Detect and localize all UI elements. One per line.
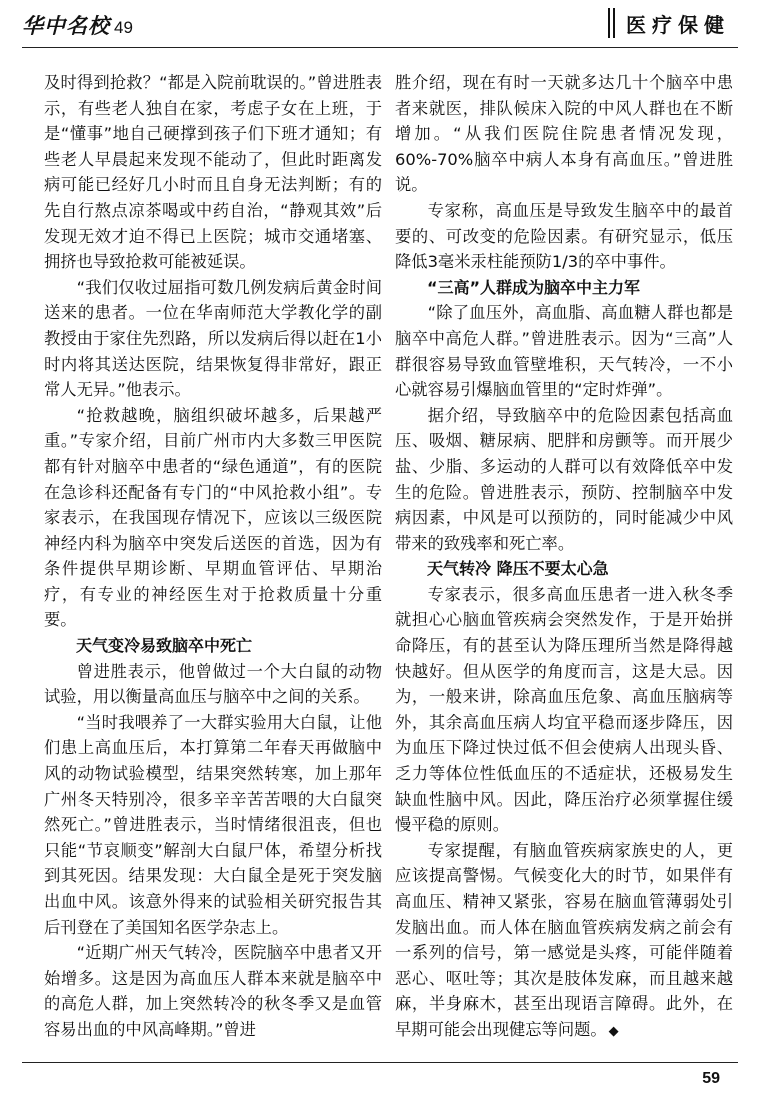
paragraph: “当时我喂养了一大群实验用大白鼠，让他们患上高血压后，本打算第二年春天再做脑中风的动物试验模型，结果突然转寒，加上那年广州冬天特别冷，很多辛辛苦苦喂的大白鼠突然死亡。”曾进胜表示，当时情绪很沮丧，但也只能“节哀顺变”解剖大白鼠尸体，希望分析找到其死因。结果发现：大白鼠全是死于突发脑出血中风。该意外得来的试验相关研究报告其后刊登在了美国知名医学杂志上。: [44, 712, 382, 937]
magazine-logo: 华中名校: [22, 13, 110, 38]
paragraph: “抢救越晚，脑组织破坏越多，后果越严重。”专家介绍，目前广州市内大多数三甲医院都有针对脑卒中患者的“绿色通道”，有的医院在急诊科还配备有专门的“中风抢救小组”。专家表示，在我国现存情况下，应该以三级医院神经内科为脑卒中突发后送医的首选，因为有条件提供早期诊断、早期血管评估、早期治疗，有专业的神经医生对于抢救质量十分重要。: [44, 405, 382, 630]
header-right: [608, 8, 730, 38]
header-left: [22, 10, 133, 40]
paragraph: “近期广州天气转冷，医院脑卒中患者又开始增多。这是因为高血压人群本来就是脑卒中的高危人群，加上突然转冷的秋冬季又是血管容易出血的中风高峰期。”曾进: [44, 943, 382, 1039]
page-header: [0, 0, 760, 46]
section-heading: 天气转冷 降压不要太心急: [427, 559, 609, 579]
paragraph: “我们仅收过屈指可数几例发病后黄金时间送来的患者。一位在华南师范大学教化学的副教授由于家住先烈路，所以发病后得以赶在1小时内将其送达医院，结果恢复得非常好，跟正常人无异。”他表示。: [44, 277, 382, 400]
paragraph: 专家提醒，有脑血管疾病家族史的人，更应该提高警惕。气候变化大的时节，如果伴有高血压、精神又紧张，容易在脑血管薄弱处引发脑出血。而人体在脑血管疾病发病之前会有一系列的信号，第一感觉是头疼，可能伴随着恶心、呕吐等；其次是肢体发麻，而且越来越麻，半身麻木，甚至出现语言障碍。此外，在早期可能会出现健忘等问题。 ◆: [395, 840, 733, 1039]
paragraph: 曾进胜表示，他曾做过一个大白鼠的动物试验，用以衡量高血压与脑卒中之间的关系。: [44, 661, 382, 707]
paragraph: 及时得到抢救？“都是入院前耽误的。”曾进胜表示，有些老人独自在家，考虑子女在上班，于是“懂事”地自己硬撑到孩子们下班才通知；有些老人早晨起来发现不能动了，但此时距离发病可能已经好几小时而且自身无法判断；有的先自行熬点凉茶喝或中药自治，“静观其效”后发现无效才迫不得已上医院；城市交通堵塞、拥挤也导致抢救可能被延误。: [44, 73, 382, 272]
footer-divider: [22, 1062, 738, 1063]
section-title: 医疗保健: [626, 12, 730, 37]
right-column: [395, 70, 733, 1045]
issue-number: 49: [114, 18, 133, 37]
section-heading: 天气变冷易致脑卒中死亡: [76, 636, 253, 656]
end-mark-icon: ◆: [608, 1023, 619, 1039]
paragraph: 专家称，高血压是导致发生脑卒中的最首要的、可改变的危险因素。有研究显示，低压降低3毫米汞柱能预防1/3的卒中事件。: [395, 200, 733, 272]
paragraph: 专家表示，很多高血压患者一进入秋冬季就担心心脑血管疾病会突然发作，于是开始拼命降压，有的甚至认为降压理所当然是降得越快越好。但从医学的角度而言，这是大忌。因为，一般来讲，除高血压危象、高血压脑病等外，其余高血压病人均宜平稳而逐步降压，因为血压下降过快过低不但会使病人出现头昏、乏力等体位性低血压的不适症状，还极易发生缺血性脑中风。因此，降压治疗必须掌握住缓慢平稳的原则。: [395, 584, 733, 835]
page-number: 59: [702, 1070, 720, 1087]
paragraph: 胜介绍，现在有时一天就多达几十个脑卒中患者来就医，排队候床入院的中风人群也在不断增加。“从我们医院住院患者情况发现，60%-70%脑卒中病人本身有高血压。”曾进胜说。: [395, 73, 733, 195]
section-heading: “三高”人群成为脑卒中主力军: [427, 277, 641, 297]
left-column: [44, 70, 382, 1043]
paragraph: “除了血压外，高血脂、高血糖人群也都是脑卒中高危人群。”曾进胜表示。因为“三高”人群很容易导致血管壁堆积，天气转冷，一不小心就容易引爆脑血管里的“定时炸弹”。: [395, 303, 733, 400]
section-bars-decoration: [608, 8, 618, 38]
header-divider: [22, 47, 738, 48]
paragraph: 据介绍，导致脑卒中的危险因素包括高血压、吸烟、糖尿病、肥胖和房颤等。而开展少盐、少脂、多运动的人群可以有效降低卒中发生的危险。曾进胜表示，预防、控制脑卒中发病因素，中风是可以预防的，同时能减少中风带来的致残率和死亡率。: [395, 405, 733, 553]
